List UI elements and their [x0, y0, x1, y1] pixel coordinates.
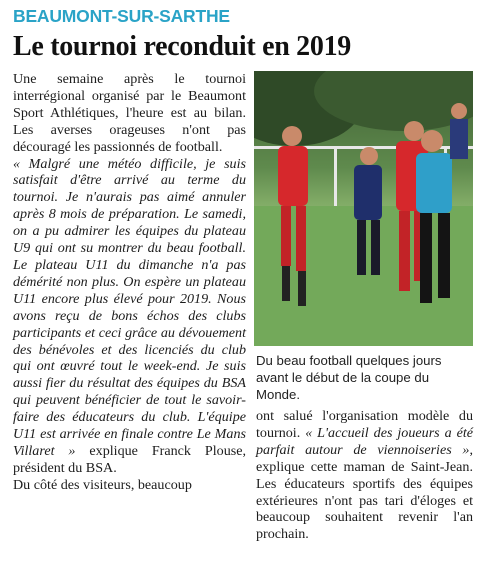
section-kicker: BEAUMONT-SUR-SARTHE [13, 6, 230, 26]
quote-attribution: explique Franck Plouse, président du BSA. [13, 442, 247, 476]
article-photo [254, 71, 473, 346]
article-right-text [256, 408, 473, 543]
right-text-start: ont salué l'organisation modèle du tournoi. [256, 408, 473, 441]
article-body-left [13, 71, 246, 494]
article-body-right [256, 408, 473, 543]
article-headline: Le tournoi reconduit en 2019 [13, 31, 351, 62]
football-photo-illustration [254, 71, 473, 346]
article-intro: Une semaine après le tournoi interrégional organisé par le Beaumont Sport Athlétiques, l'heure est au bilan. Les averses orageuses n'ont pas découragé les passionnés de football. [13, 71, 246, 155]
right-text-end: , explique cette maman de Saint-Jean. Les éducateurs sportifs des équipes extérieures n'ont pas tari d'éloges et beaucoup souhaitent revenir l'an prochain. [256, 441, 473, 543]
parent-quote: « L'accueil des joueurs a été parfait autour de viennoiseries » [256, 424, 474, 458]
photo-caption: Du beau football quelques jours avant le début de la coupe du Monde. [256, 353, 442, 402]
president-quote: « Malgré une météo difficile, je suis satisfait d'être arrivé au terme du tournoi. Je n'aurais pas aimé annuler après 8 mois de préparation. Le samedi, on a pu admirer les équipes du plateau U9 qui ont su montrer du beau football. Le plateau U11 du dimanche n'a pas démérité non plus. On espère un plateau U11 encore plus élevé pour 2019. Nous avons reçu de bons échos des clubs participants et ceci grâce au dévouement des bénévoles et des licenciés du club qui ont œuvré tout le week-end. Je suis aussi fier du résultat des équipes du BSA qui peuvent bénéficier de tout le savoir-faire des éducateurs du club. L'équipe U11 est arrivée en finale contre Le Mans Villaret » [13, 155, 246, 459]
article-quote-block [13, 156, 246, 477]
article-continuation: Du côté des visiteurs, beaucoup [13, 476, 192, 493]
